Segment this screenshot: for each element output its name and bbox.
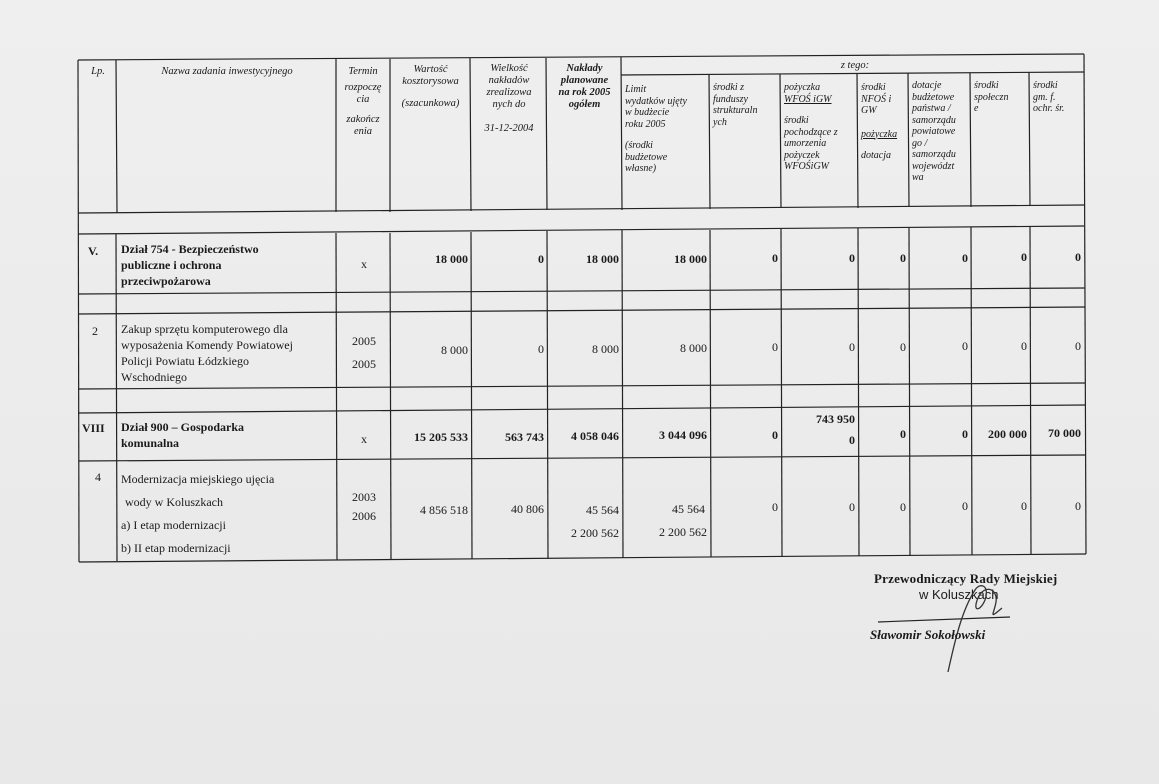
row1-value: 18 000 — [435, 252, 468, 266]
row2-wfos: 0 — [849, 340, 855, 354]
row4-name: Modernizacja miejskiego ujęcia wody w Koluszkach a) I etap modernizacji b) II etap modernizacji — [121, 472, 275, 555]
header-wfos-loan: pożyczka WFOŚ iGW środki pochodzące z umorzenia pożyczek WFOŚiGW — [784, 82, 838, 172]
row2-limit: 8 000 — [680, 341, 707, 355]
row3-plan: 4 058 046 — [571, 429, 619, 443]
row1-nfos: 0 — [900, 251, 906, 265]
header-social-funds: środki społeczn e — [974, 80, 1009, 114]
header-task-name: Nazwa zadania inwestycyjnego — [161, 66, 293, 77]
row3-lp: VIII — [82, 421, 105, 435]
row4-subsidies: 0 — [962, 499, 968, 513]
row4-limit: 45 564 2 200 562 — [659, 502, 707, 539]
row2-env-fund: 0 — [1075, 339, 1081, 353]
signature-name: Sławomir Sokołowski — [870, 627, 986, 642]
row3-structural: 0 — [772, 428, 778, 442]
row4-term: 2003 2006 — [352, 490, 376, 523]
header-lp: Lp. — [91, 66, 105, 77]
row4-wfos: 0 — [849, 500, 855, 514]
row2-plan: 8 000 — [592, 342, 619, 356]
row3-social: 200 000 — [988, 427, 1027, 441]
signature-title: Przewodniczący Rady Miejskiej — [874, 571, 1058, 586]
row1-plan: 18 000 — [586, 252, 619, 266]
row3-done: 563 743 — [505, 430, 544, 444]
row4-done: 40 806 — [511, 502, 544, 516]
row4-structural: 0 — [772, 500, 778, 514]
header-structural-funds: środki z funduszy strukturaln ych — [713, 82, 758, 128]
row3-wfos: 743 950 0 — [816, 412, 855, 447]
row2-social: 0 — [1021, 339, 1027, 353]
header-planned-outlays: Nakłady planowane na rok 2005 ogółem — [558, 63, 611, 110]
row2-term: 2005 2005 — [352, 334, 376, 371]
row2-lp: 2 — [92, 324, 98, 338]
row4-plan: 45 564 2 200 562 — [571, 503, 619, 540]
row1-wfos: 0 — [849, 251, 855, 265]
row1-subsidies: 0 — [962, 251, 968, 265]
header-term: Termin rozpoczę cia zakończ enia — [344, 66, 382, 137]
row3-limit: 3 044 096 — [659, 428, 707, 442]
header-nfos-funds: środki NFOŚ i GW pożyczka dotacja — [861, 82, 898, 161]
signature-town: w Koluszkach — [919, 587, 999, 602]
row1-term: x — [361, 257, 367, 271]
row3-term: x — [361, 432, 367, 446]
header-env-fund: środki gm. f. ochr. śr. — [1033, 80, 1065, 114]
header-estimated-value: Wartość kosztorysowa (szacunkowa) — [401, 64, 460, 109]
row3-nfos: 0 — [900, 427, 906, 441]
row1-social: 0 — [1021, 250, 1027, 264]
row3-env-fund: 70 000 — [1048, 426, 1081, 440]
row2-structural: 0 — [772, 340, 778, 354]
row2-value: 8 000 — [441, 343, 468, 357]
row1-structural: 0 — [772, 251, 778, 265]
row2-done: 0 — [538, 342, 544, 356]
row1-lp: V. — [88, 244, 99, 258]
row4-env-fund: 0 — [1075, 499, 1081, 513]
row2-nfos: 0 — [900, 340, 906, 354]
row1-env-fund: 0 — [1075, 250, 1081, 264]
row4-value: 4 856 518 — [420, 503, 468, 517]
header-of-which: z tego: — [840, 60, 870, 71]
row3-subsidies: 0 — [962, 427, 968, 441]
row4-social: 0 — [1021, 499, 1027, 513]
row4-nfos: 0 — [900, 500, 906, 514]
row4-lp: 4 — [95, 470, 101, 484]
row3-name: Dział 900 – Gospodarka komunalna — [121, 420, 245, 450]
row2-name: Zakup sprzętu komputerowego dla wyposażenia Komendy Powiatowej Policji Powiatu Łódzkiego Wschodniego — [121, 322, 293, 384]
header-state-subsidies: dotacje budżetowe państwa / samorządu powiatowe go / samorządu województ wa — [912, 80, 956, 183]
row3-value: 15 205 533 — [414, 430, 468, 444]
row2-subsidies: 0 — [962, 339, 968, 353]
row1-limit: 18 000 — [674, 252, 707, 266]
header-budget-limit: Limit wydatków ujęty w budżecie roku 2005 (środki budżetowe własne) — [625, 84, 687, 174]
row1-done: 0 — [538, 252, 544, 266]
row1-name: Dział 754 - Bezpieczeństwo publiczne i ochrona przeciwpożarowa — [121, 242, 259, 288]
header-realized-outlays: Wielkość nakładów zrealizowa nych do 31-12-2004 — [484, 63, 534, 134]
